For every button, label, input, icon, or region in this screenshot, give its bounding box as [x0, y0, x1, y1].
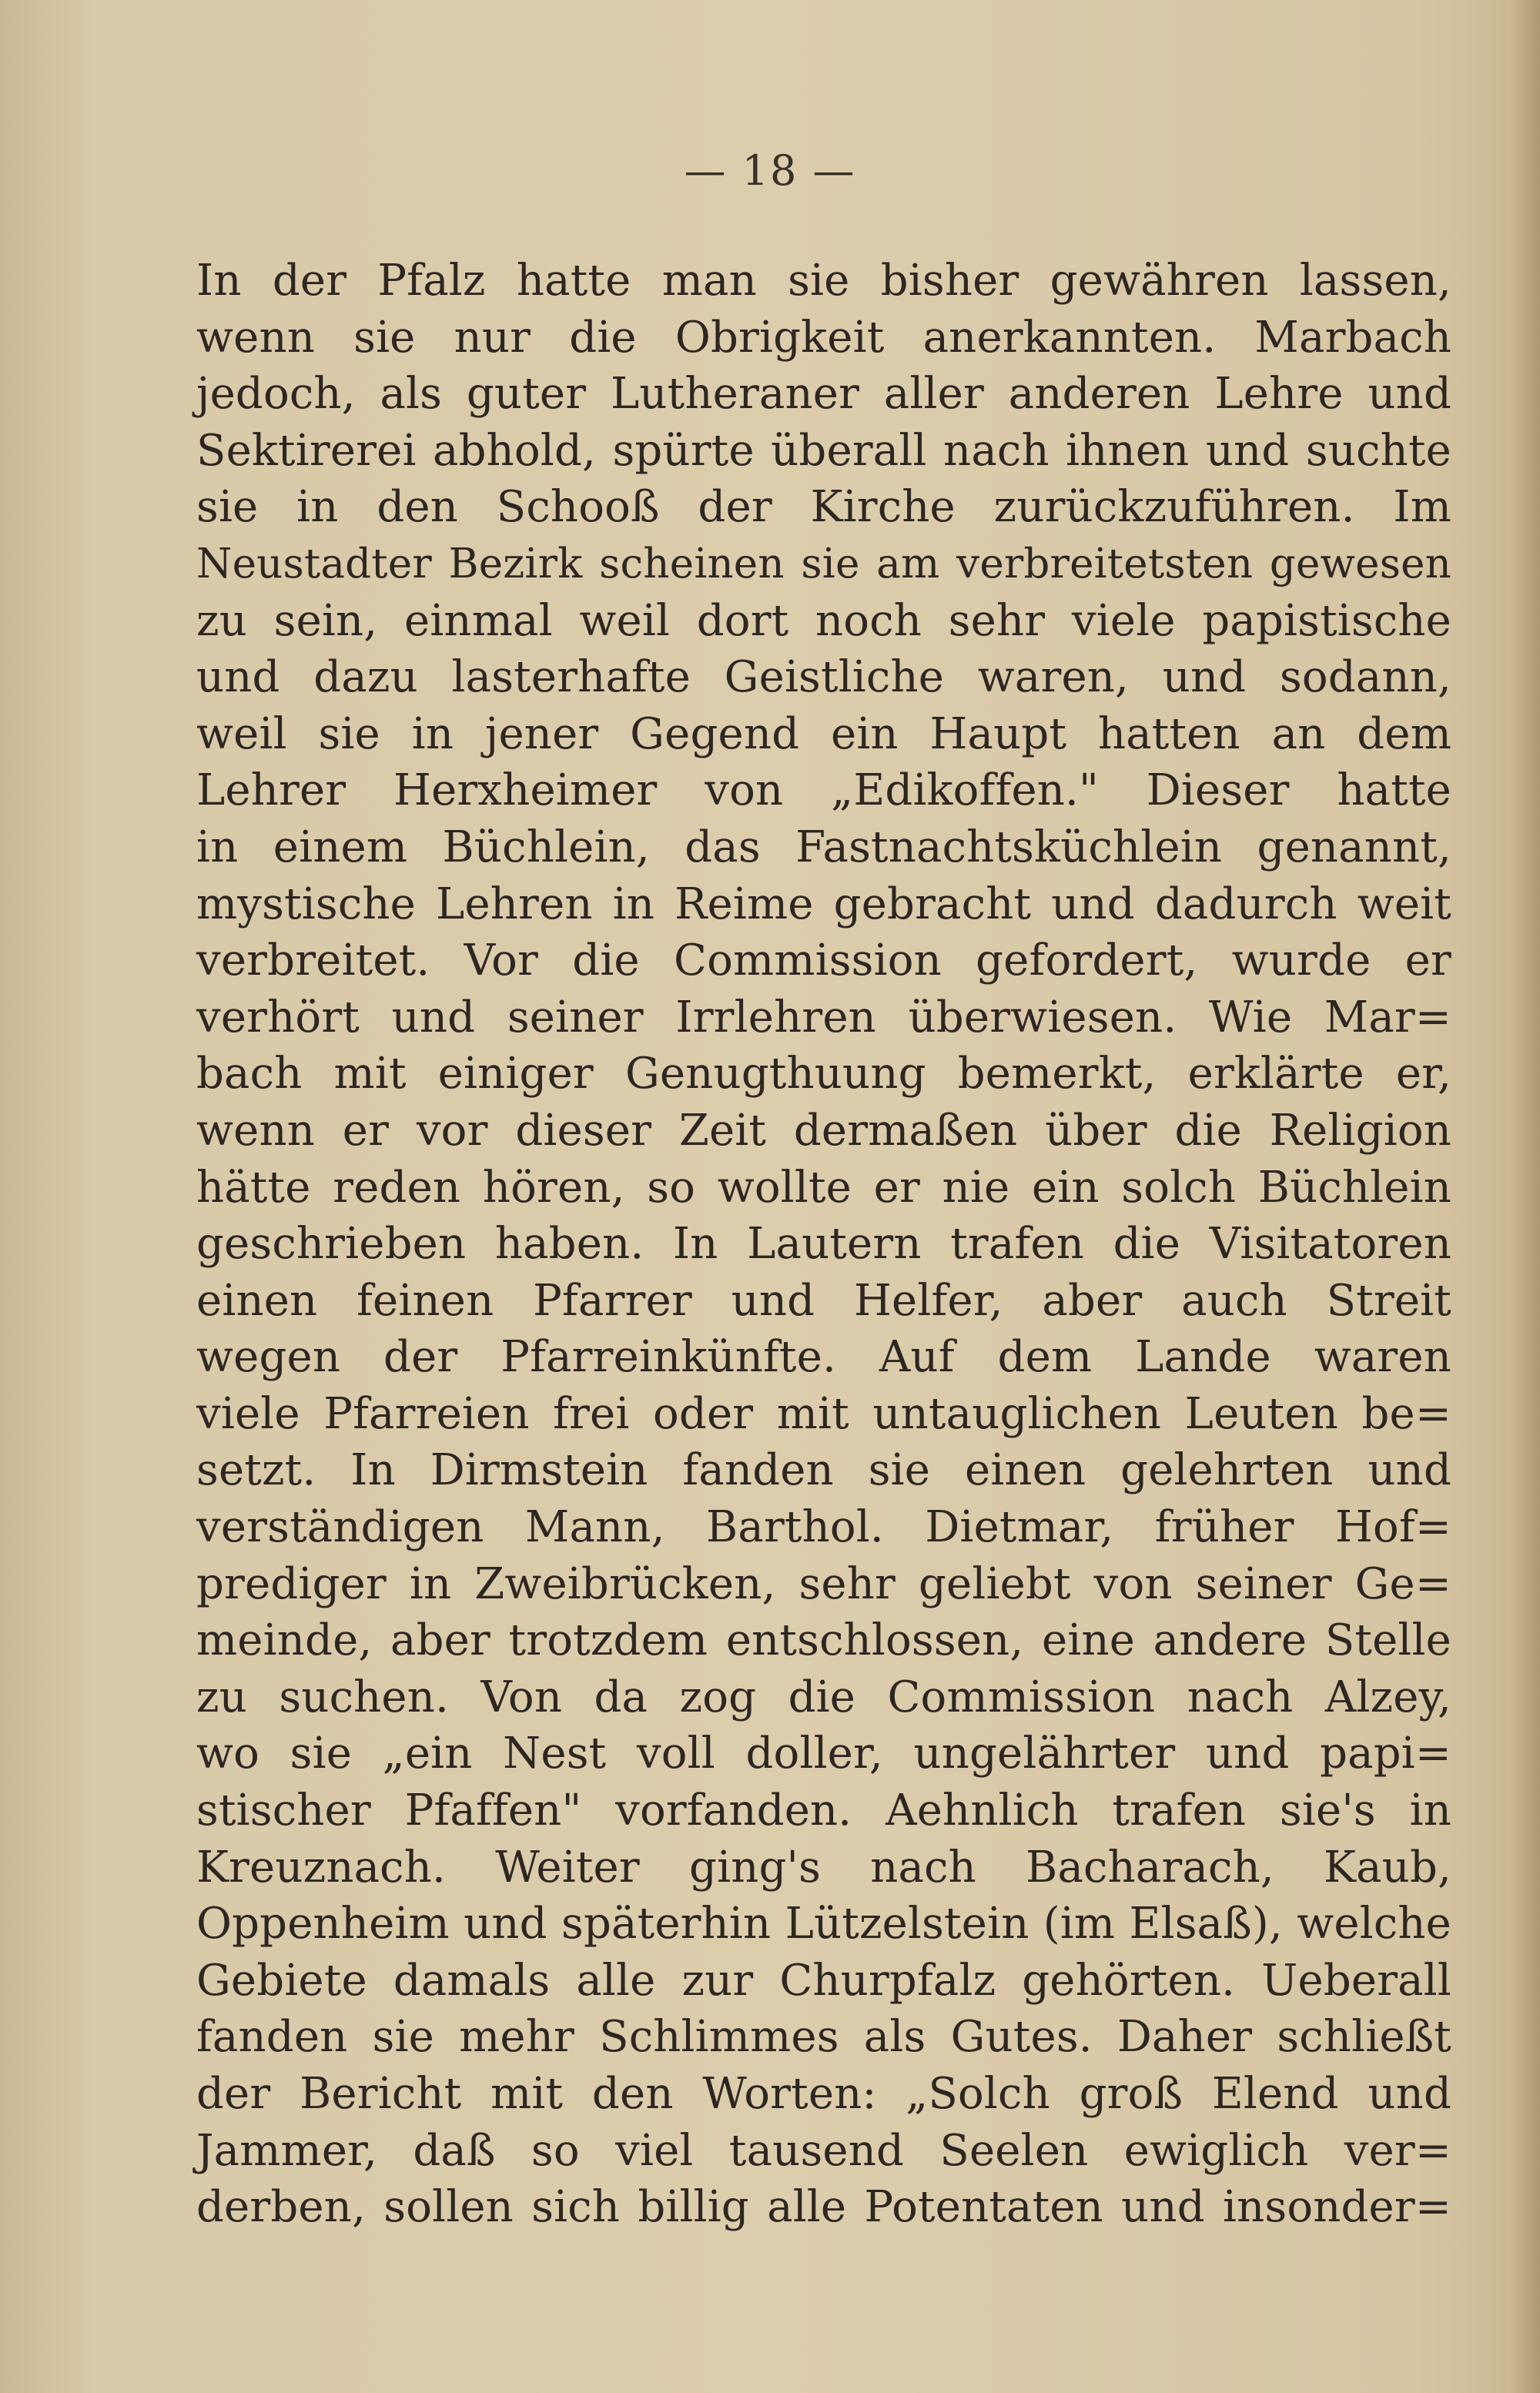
text-line: derben, sollen sich billig alle Potentaten und insonder= — [196, 2182, 1451, 2233]
text-line: Lehrer Herxheimer von „Edikoffen." Dieser hatte — [196, 765, 1451, 816]
page-number: — 18 — — [684, 146, 856, 195]
text-line: geschrieben haben. In Lautern trafen die Visitatoren — [196, 1219, 1451, 1270]
text-line: meinde, aber trotzdem entschlossen, eine andere Stelle — [196, 1615, 1451, 1666]
text-line: wenn er vor dieser Zeit dermaßen über die Religion — [196, 1105, 1451, 1156]
text-line: setzt. In Dirmstein fanden sie einen gelehrten und — [196, 1445, 1451, 1496]
text-line: und dazu lasterhafte Geistliche waren, und sodann, — [196, 652, 1451, 703]
text-line: In der Pfalz hatte man sie bisher gewähren lassen, — [196, 256, 1451, 306]
text-line: einen feinen Pfarrer und Helfer, aber auch Streit — [196, 1275, 1451, 1326]
text-line: fanden sie mehr Schlimmes als Gutes. Daher schließt — [196, 2012, 1451, 2063]
text-line: Sektirerei abhold, spürte überall nach ihnen und suchte — [196, 425, 1451, 476]
text-line: verbreitet. Vor die Commission gefordert, wurde er — [196, 935, 1451, 986]
text-line: wegen der Pfarreinkünfte. Auf dem Lande waren — [196, 1332, 1451, 1383]
text-line: jedoch, als guter Lutheraner aller anderen Lehre und — [196, 369, 1451, 420]
text-line: zu sein, einmal weil dort noch sehr viele papistische — [196, 595, 1451, 646]
text-line: der Bericht mit den Worten: „Solch groß Elend und — [196, 2069, 1451, 2119]
text-line: wo sie „ein Nest voll doller, ungelährter und papi= — [196, 1729, 1451, 1779]
text-line: weil sie in jener Gegend ein Haupt hatten an dem — [196, 708, 1451, 759]
text-line: prediger in Zweibrücken, sehr geliebt von seiner Ge= — [196, 1558, 1451, 1609]
text-line: Oppenheim und späterhin Lützelstein (im Elsaß), welche — [196, 1899, 1451, 1950]
text-line: Kreuznach. Weiter ging's nach Bacharach, Kaub, — [196, 1842, 1451, 1893]
text-line: Neustadter Bezirk scheinen sie am verbreitetsten gewesen — [196, 540, 1451, 587]
text-line: zu suchen. Von da zog die Commission nach Alzey, — [196, 1672, 1451, 1722]
text-line: verständigen Mann, Barthol. Dietmar, früher Hof= — [196, 1502, 1451, 1553]
text-line: sie in den Schooß der Kirche zurückzuführen. Im — [196, 482, 1451, 533]
text-line: Jammer, daß so viel tausend Seelen ewiglich ver= — [196, 2125, 1451, 2176]
text-line: stischer Pfaffen" vorfanden. Aehnlich trafen sie's in — [196, 1786, 1451, 1836]
text-line: verhört und seiner Irrlehren überwiesen. Wie Mar= — [196, 992, 1451, 1043]
text-line: mystische Lehren in Reime gebracht und dadurch weit — [196, 879, 1451, 929]
text-line: hätte reden hören, so wollte er nie ein solch Büchlein — [196, 1162, 1451, 1213]
text-line: wenn sie nur die Obrigkeit anerkannten. Marbach — [196, 312, 1451, 363]
text-line: Gebiete damals alle zur Churpfalz gehörten. Ueberall — [196, 1955, 1451, 2006]
text-line: bach mit einiger Genugthuung bemerkt, erklärte er, — [196, 1049, 1451, 1099]
body-text — [196, 253, 1451, 2236]
text-line: viele Pfarreien frei oder mit untauglichen Leuten be= — [196, 1388, 1451, 1439]
text-line: in einem Büchlein, das Fastnachtsküchlein genannt, — [196, 822, 1451, 872]
